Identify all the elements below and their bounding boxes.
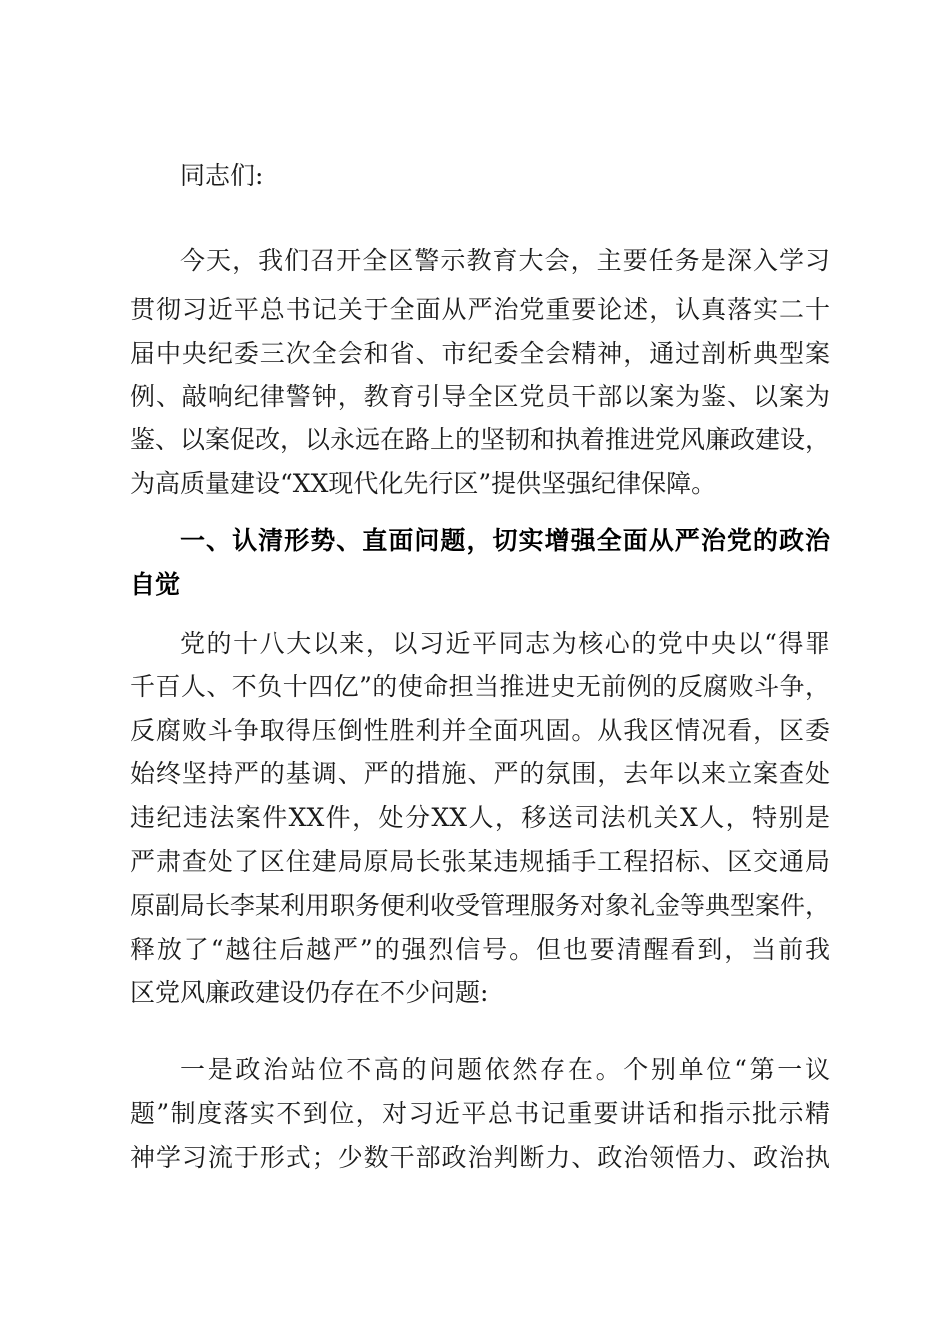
paragraph-line: 一是政治站位不高的问题依然存在。个别单位“第一议 (180, 1055, 830, 1084)
paragraph-line: 反腐败斗争取得压倒性胜利并全面巩固。从我区情况看，区委 (130, 716, 830, 745)
paragraph-line: 题”制度落实不到位，对习近平总书记重要讲话和指示批示精 (130, 1099, 830, 1128)
paragraph-line: 党的十八大以来，以习近平同志为核心的党中央以“得罪 (180, 629, 830, 658)
paragraph-line: 始终坚持严的基调、严的措施、严的氛围，去年以来立案查处 (130, 759, 830, 788)
paragraph-line: 神学习流于形式；少数干部政治判断力、政治领悟力、政治执 (130, 1143, 830, 1172)
paragraph-line: 届中央纪委三次全会和省、市纪委全会精神，通过剖析典型案 (130, 339, 830, 368)
section-heading-line: 自觉 (130, 570, 181, 599)
paragraph-line: 原副局长李某利用职务便利收受管理服务对象礼金等典型案件， (130, 891, 831, 920)
paragraph-line: 例、敲响纪律警钟，教育引导全区党员干部以案为鉴、以案为 (130, 382, 830, 411)
paragraph-line: 区党风廉政建设仍存在不少问题: (130, 978, 489, 1007)
paragraph-line: 为高质量建设“XX现代化先行区”提供坚强纪律保障。 (130, 469, 717, 498)
paragraph-line: 今天，我们召开全区警示教育大会，主要任务是深入学习 (180, 246, 830, 275)
paragraph-line: 释放了“越往后越严”的强烈信号。但也要清醒看到，当前我 (130, 935, 830, 964)
paragraph-line: 贯彻习近平总书记关于全面从严治党重要论述，认真落实二十 (130, 295, 830, 324)
paragraph-line: 鉴、以案促改，以永远在路上的坚韧和执着推进党风廉政建设， (130, 425, 831, 454)
paragraph-line: 严肃查处了区住建局原局长张某违规插手工程招标、区交通局 (130, 847, 830, 876)
paragraph-line: 违纪违法案件XX件，处分XX人，移送司法机关X人，特别是 (130, 803, 830, 832)
salutation: 同志们: (180, 161, 264, 190)
paragraph-line: 千百人、不负十四亿”的使命担当推进史无前例的反腐败斗争， (130, 672, 830, 701)
section-heading-line: 一、认清形势、直面问题，切实增强全面从严治党的政治 (180, 526, 830, 555)
